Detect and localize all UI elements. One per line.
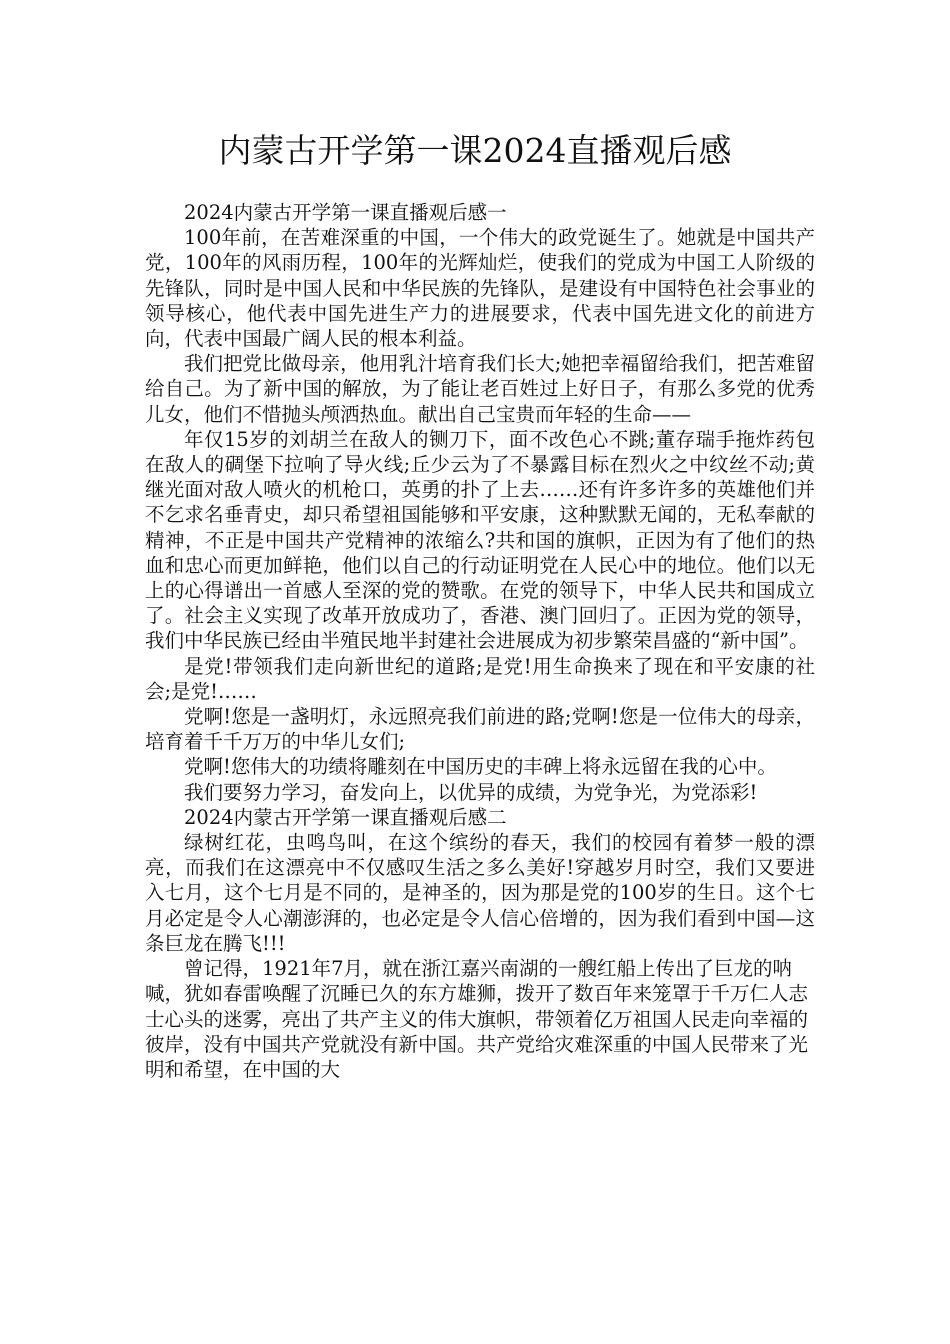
paragraph: 年仅15岁的刘胡兰在敌人的铡刀下，面不改色心不跳;董存瑞手拖炸药包在敌人的碉堡下拉响了导火线;丘少云为了不暴露目标在烈火之中纹丝不动;黄继光面对敌人喷火的机枪口，英勇的扑了上去……还有许多许多的英雄他们并不乞求名垂青史，却只希望祖国能够和平安康，这种默默无闻的，无私奉献的精神，不正是中国共产党精神的浓缩么?共和国的旗帜，正因为有了他们的热血和忠心而更加鲜艳，他们以自己的行动证明党在人民心中的地位。他们以无上的心得谱出一首感人至深的党的赞歌。在党的领导下，中华人民共和国成立了。社会主义实现了改革开放成功了，香港、澳门回归了。正因为党的领导，我们中华民族已经由半殖民地半封建社会进展成为初步繁荣昌盛的“新中国”。 [145, 427, 815, 653]
document-title: 内蒙古开学第一课2024直播观后感 [218, 131, 732, 170]
paragraph: 党啊!您伟大的功绩将雕刻在中国历史的丰碑上将永远留在我的心中。 [184, 755, 777, 779]
document-body [145, 200, 815, 1082]
section-heading-1: 2024内蒙古开学第一课直播观后感一 [184, 201, 507, 224]
paragraph: 100年前，在苦难深重的中国，一个伟大的政党诞生了。她就是中国共产党，100年的风雨历程，100年的光辉灿烂，使我们的党成为中国工人阶级的先锋队，同时是中国人民和中华民族的先锋队，是建设有中国特色社会事业的领导核心，他代表中国先进生产力的进展要求，代表中国先进文化的前进方向，代表中国最广阔人民的根本利益。 [145, 226, 815, 351]
section-heading-2: 2024内蒙古开学第一课直播观后感二 [184, 805, 507, 829]
paragraph: 绿树红花，虫鸣鸟叫，在这个缤纷的春天，我们的校园有着梦一般的漂亮，而我们在这漂亮中不仅感叹生活之多么美好!穿越岁月时空，我们又要进入七月，这个七月是不同的，是神圣的，因为那是党的100岁的生日。这个七月必定是令人心潮澎湃的，也必定是令人信心倍增的，因为我们看到中国—这条巨龙在腾飞!!! [145, 831, 815, 955]
paragraph: 是党!带领我们走向新世纪的道路;是党!用生命换来了现在和平安康的社会;是党!…… [145, 654, 815, 703]
paragraph: 曾记得，1921年7月，就在浙江嘉兴南湖的一艘红船上传出了巨龙的呐喊，犹如春雷唤醒了沉睡已久的东方雄狮，拨开了数百年来笼罩于千万仁人志士心头的迷雾，亮出了共产主义的伟大旗帜，带领着亿万祖国人民走向幸福的彼岸，没有中国共产党就没有新中国。共产党给灾难深重的中国人民带来了光明和希望，在中国的大 [145, 957, 809, 1081]
paragraph: 党啊!您是一盏明灯，永远照亮我们前进的路;党啊!您是一位伟大的母亲，培育着千千万万的中华儿女们; [145, 705, 815, 754]
paragraph: 我们把党比做母亲，他用乳汁培育我们长大;她把幸福留给我们，把苦难留给自己。为了新中国的解放，为了能让老百姓过上好日子，有那么多党的优秀儿女，他们不惜抛头颅洒热血。献出自己宝贵而年轻的生命—— [145, 352, 815, 426]
paragraph: 我们要努力学习，奋发向上，以优异的成绩，为党争光，为党添彩! [184, 780, 758, 804]
